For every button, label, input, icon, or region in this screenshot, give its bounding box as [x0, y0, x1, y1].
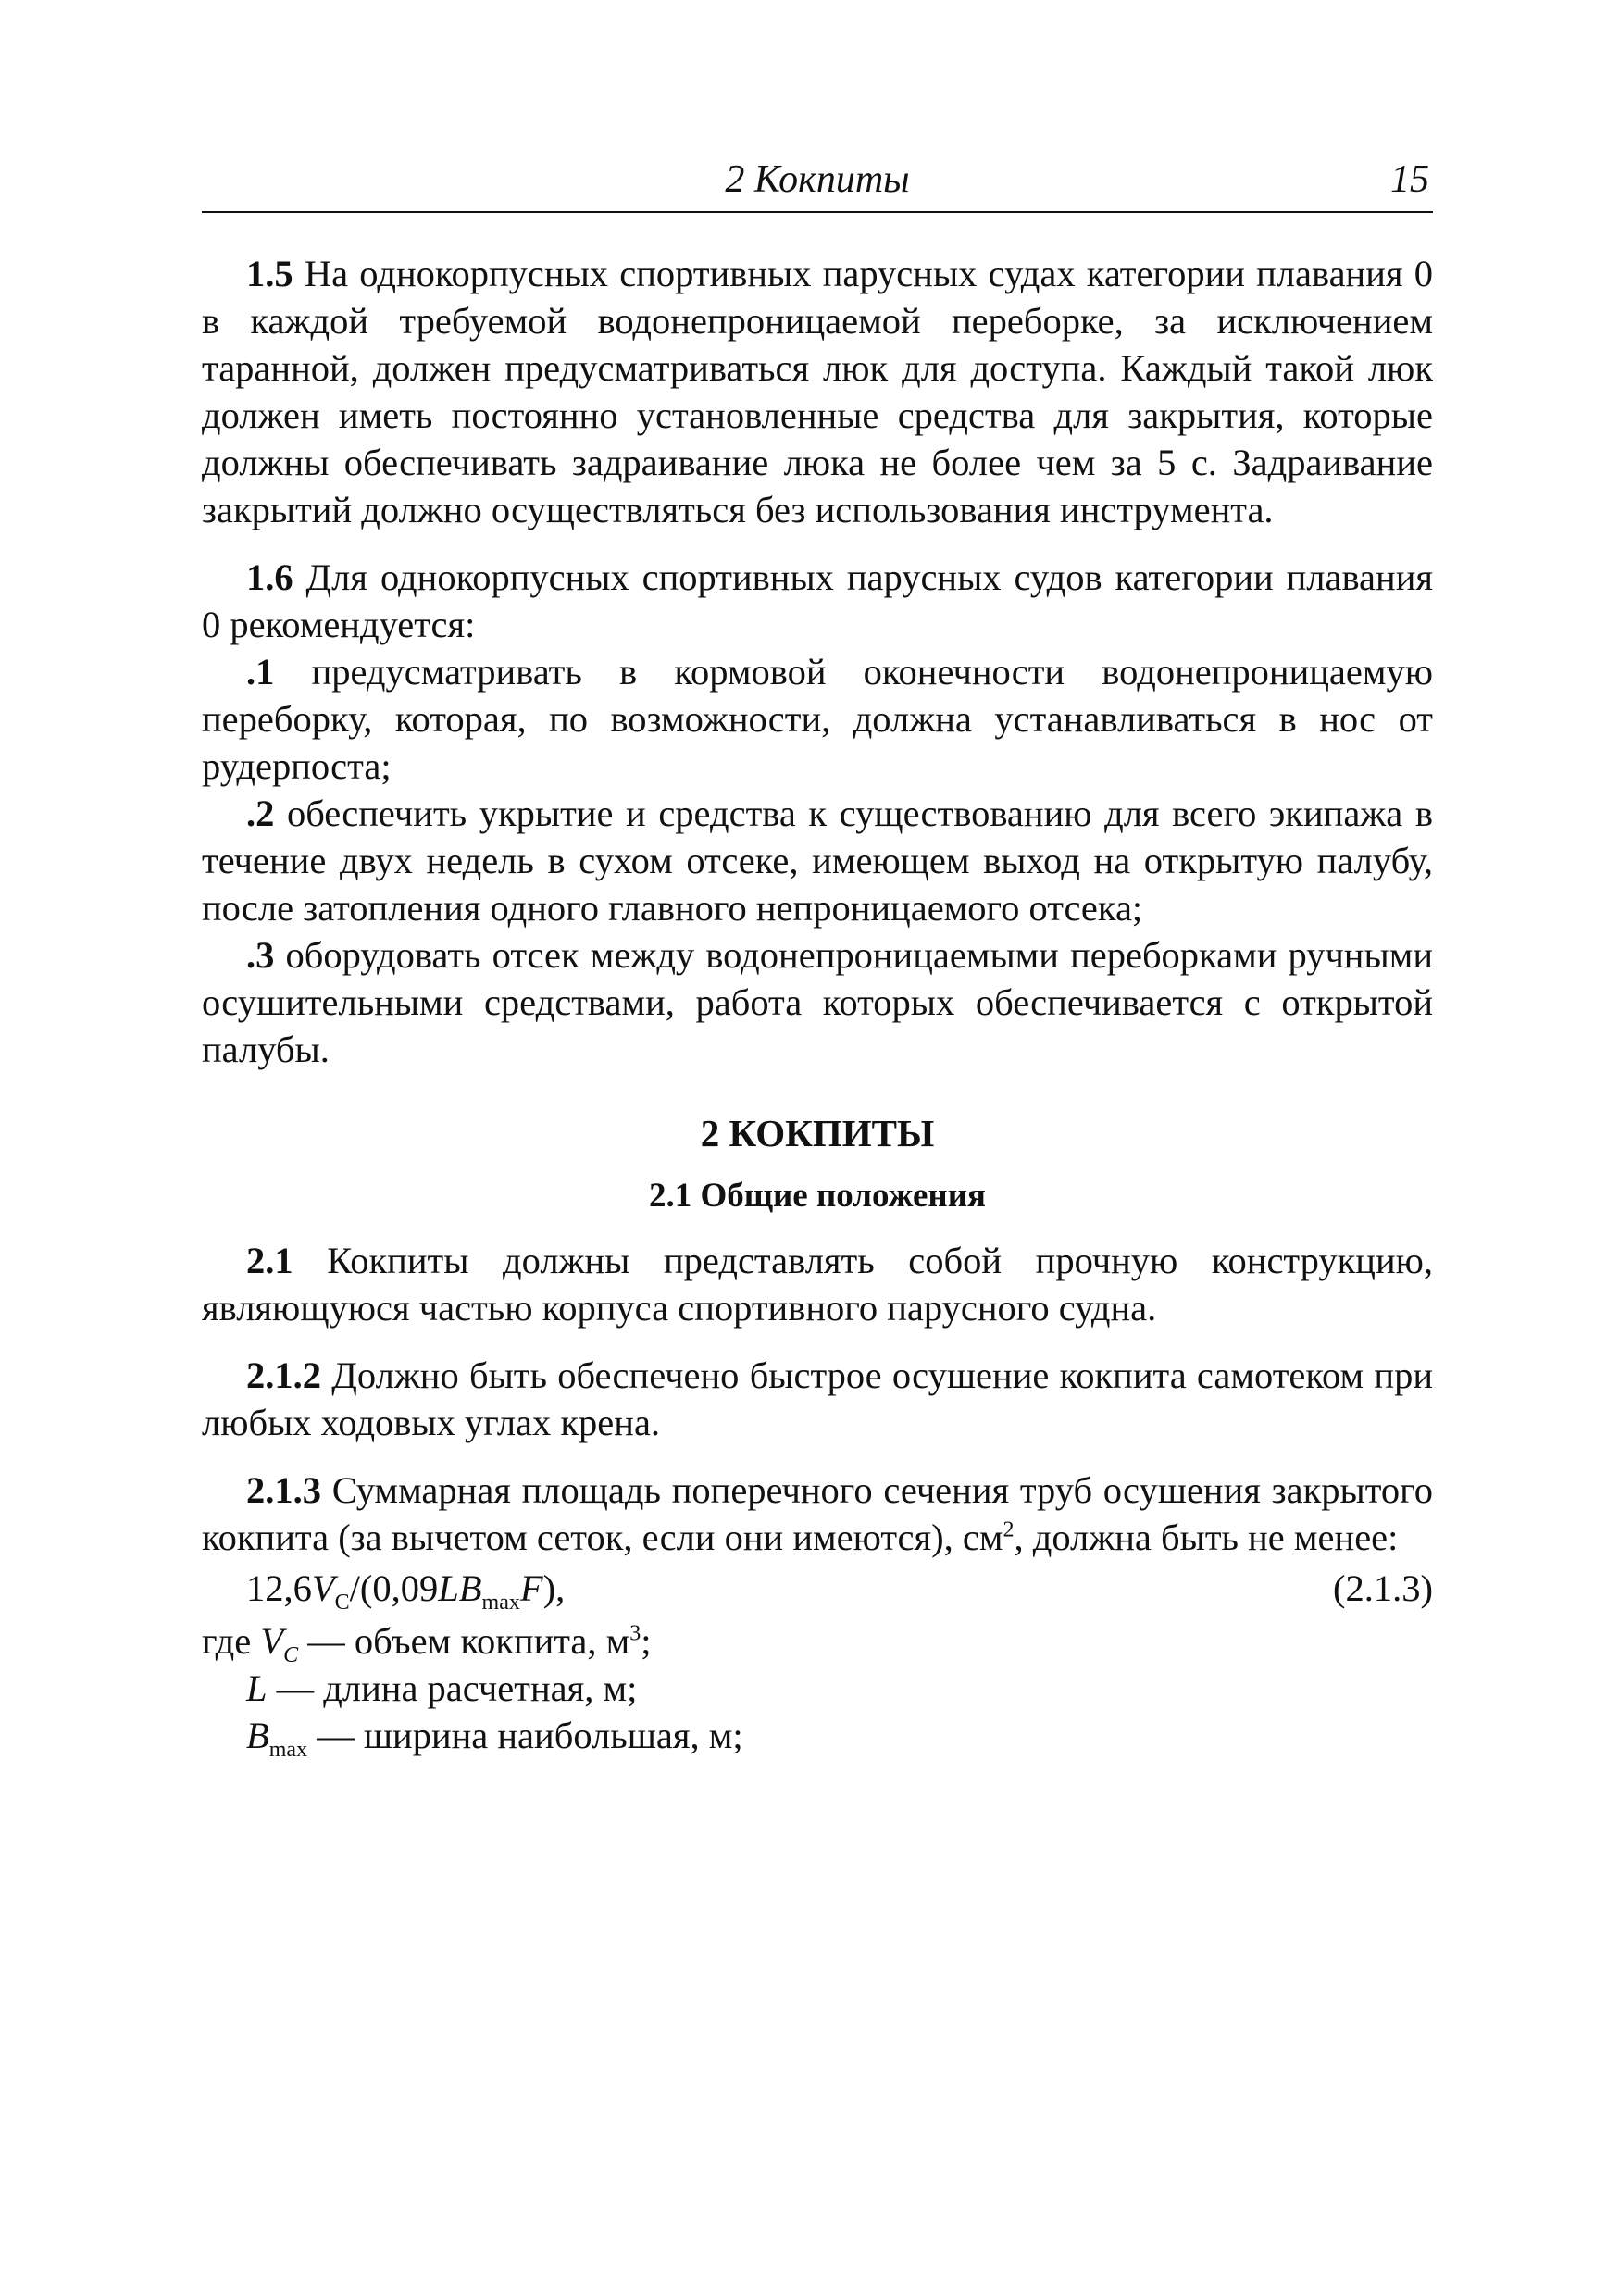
- paragraph-text: На однокорпусных спортивных парусных судах категории плавания 0 в каждой требуемой водонепроницаемой переборке, за исключением таранной, должен предусматриваться люк для доступа. Каждый такой люк должен иметь постоянно установленные средства для закрытия, которые должны обеспечивать задраивание люка не более чем за 5 с. Задраивание закрытий должно осуществляться без использования инструмента.: [202, 253, 1433, 530]
- formula-part: /(0,09: [349, 1567, 439, 1609]
- definition-bmax: [202, 1712, 1433, 1763]
- formula-part: ),: [542, 1567, 566, 1609]
- paragraph-text: Для однокорпусных спортивных парусных судов категории плавания 0 рекомендуется:: [202, 556, 1433, 645]
- section-title: 2 КОКПИТЫ: [700, 1112, 935, 1154]
- page-number: 15: [1390, 158, 1429, 201]
- where-label: где: [202, 1620, 261, 1662]
- clause-number: 2.1.3: [246, 1469, 321, 1511]
- paragraph-1-5: [202, 250, 1433, 533]
- item-number: .1: [246, 651, 275, 693]
- definition-end: ;: [641, 1620, 652, 1662]
- formula-subscript: max: [481, 1591, 520, 1616]
- clause-number: 1.5: [246, 253, 293, 294]
- definition-l: [202, 1665, 1433, 1712]
- formula: [246, 1565, 566, 1616]
- superscript: 2: [1003, 1517, 1015, 1542]
- paragraph-2-1-2: [202, 1352, 1433, 1446]
- formula-variable: F: [519, 1567, 543, 1609]
- running-header: [202, 156, 1433, 213]
- definition-variable: V: [260, 1620, 284, 1662]
- definition-variable: L: [246, 1667, 268, 1709]
- running-title: 2 Кокпиты: [725, 158, 910, 201]
- formula-row: [202, 1565, 1433, 1616]
- paragraph-2-1-3: [202, 1466, 1433, 1561]
- item-number: .3: [246, 934, 275, 976]
- item-number: .2: [246, 792, 275, 834]
- formula-subscript: C: [334, 1591, 350, 1616]
- document-body: [202, 250, 1433, 1763]
- superscript: 3: [629, 1621, 641, 1646]
- formula-number: (2.1.3): [1333, 1567, 1433, 1609]
- list-item-2: [202, 790, 1433, 931]
- document-page: [202, 0, 1433, 2296]
- definition-text: — ширина наибольшая, м;: [307, 1715, 743, 1756]
- list-item-3: [202, 931, 1433, 1073]
- item-text: оборудовать отсек между водонепроницаемыми переборками ручными осушительными средствами, работа которых обеспечивается с открытой палубы.: [202, 934, 1433, 1070]
- paragraph-text-end: , должна быть не менее:: [1014, 1516, 1399, 1558]
- definition-text: — длина расчетная, м;: [267, 1667, 638, 1709]
- formula-variable: V: [311, 1567, 335, 1609]
- item-text: обеспечить укрытие и средства к существованию для всего экипажа в течение двух недель в сухом отсеке, имеющем выход на открытую палубу, после затопления одного главного непроницаемого отсека;: [202, 792, 1433, 929]
- item-text: предусматривать в кормовой оконечности водонепроницаемую переборку, которая, по возможности, должна устанавливаться в нос от рудерпоста;: [202, 651, 1433, 787]
- clause-number: 2.1: [246, 1240, 293, 1281]
- definition-variable: B: [246, 1715, 269, 1756]
- definition-subscript: C: [283, 1643, 299, 1668]
- clause-number: 1.6: [246, 556, 293, 598]
- subsection-title: 2.1 Общие положения: [648, 1177, 987, 1215]
- definition-text: — объем кокпита, м: [298, 1620, 630, 1662]
- definition-vc: [202, 1617, 1433, 1668]
- paragraph-text: Кокпиты должны представлять собой прочную конструкцию, являющуюся частью корпуса спортивного парусного судна.: [202, 1240, 1433, 1329]
- paragraph-text: Суммарная площадь поперечного сечения труб осушения закрытого кокпита (за вычетом сеток, если они имеются), см: [202, 1469, 1433, 1558]
- formula-variable: B: [458, 1567, 482, 1609]
- list-item-1: [202, 648, 1433, 790]
- formula-variable: L: [438, 1567, 459, 1609]
- paragraph-1-6: [202, 554, 1433, 648]
- definition-subscript: max: [268, 1738, 308, 1763]
- paragraph-text: Должно быть обеспечено быстрое осушение кокпита самотеком при любых ходовых углах крена.: [202, 1354, 1433, 1443]
- paragraph-2-1: [202, 1237, 1433, 1331]
- clause-number: 2.1.2: [246, 1354, 321, 1396]
- formula-part: 12,6: [246, 1567, 312, 1609]
